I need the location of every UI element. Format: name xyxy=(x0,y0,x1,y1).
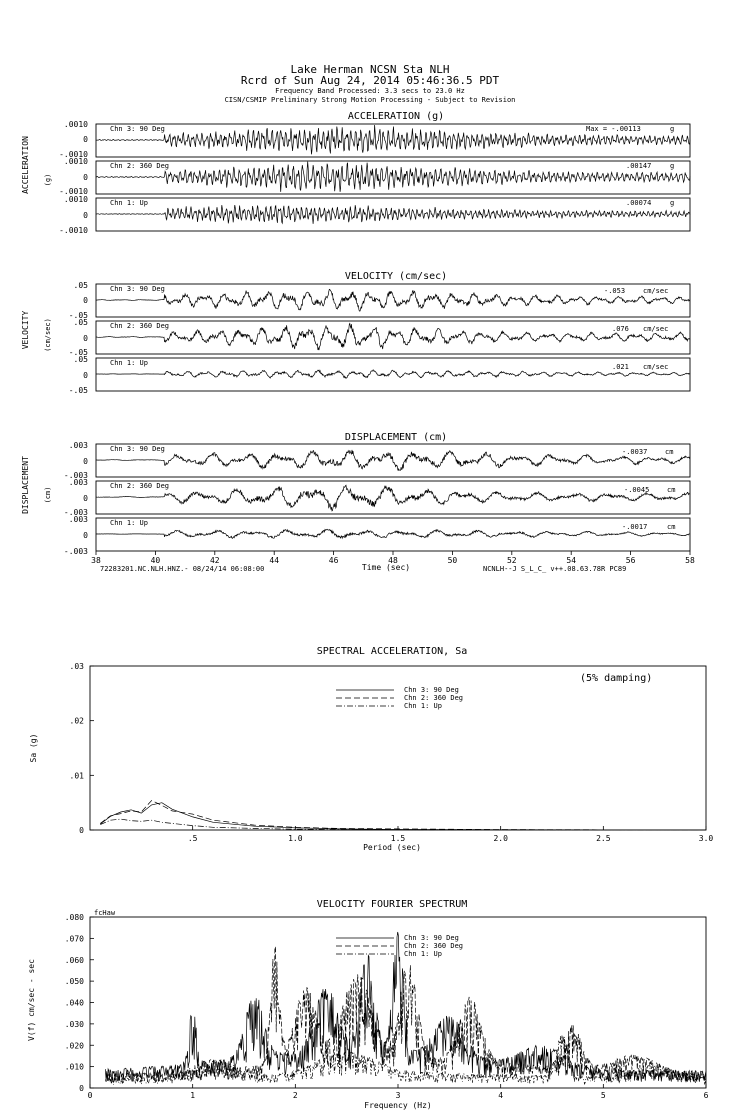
acc-chn1-tick-top: .0010 xyxy=(63,195,88,204)
acc-chn1-tick-zero: 0 xyxy=(83,211,88,220)
sa-series-0 xyxy=(100,803,706,830)
vel-chn2-tick-zero: 0 xyxy=(83,334,88,343)
vel-chn2-name: Chn 2: 360 Deg xyxy=(110,322,170,330)
vfs-frame xyxy=(90,917,706,1088)
vel-chn1-tick-top: .05 xyxy=(73,355,88,364)
disp-chn3-group xyxy=(69,441,690,477)
sa-legend xyxy=(336,686,463,710)
vfs-ylabel: V(f) cm/sec - sec xyxy=(27,959,36,1041)
vel-chn1-tick-bottom: -.05 xyxy=(68,386,88,395)
sa-ytick-label-0: .03 xyxy=(69,662,84,671)
vfs-ticks xyxy=(65,913,709,1100)
acc-chn3-tick-zero: 0 xyxy=(83,135,88,144)
vel-chn3-unit: cm/sec xyxy=(643,287,669,295)
sa-ticks xyxy=(70,662,714,843)
disp-chn2-trace xyxy=(96,485,690,511)
vfs-corner-label: fcHaw xyxy=(94,909,116,917)
vfs-legend-label-2: Chn 1: Up xyxy=(404,950,442,958)
acc-chn2-unit: g xyxy=(670,162,675,170)
vel-chn2-trace xyxy=(96,323,690,350)
acc-chn2-name: Chn 2: 360 Deg xyxy=(110,162,170,170)
sa-frame xyxy=(90,666,706,830)
vfs-ytick-label-1: .070 xyxy=(64,934,84,944)
acc-chn3-tick-top: .0010 xyxy=(63,120,88,129)
vfs-ytick-label-7: .010 xyxy=(64,1062,84,1072)
time-tick-label-1: 40 xyxy=(150,556,161,565)
time-tick-label-7: 52 xyxy=(506,556,517,565)
sa-xtick-label-5: 3.0 xyxy=(698,834,714,843)
vfs-xtick-label-4: 4 xyxy=(498,1091,504,1100)
vel-chn3-tick-zero: 0 xyxy=(83,296,88,305)
vfs-xtick-label-3: 3 xyxy=(395,1091,401,1100)
acc-chn1-trace xyxy=(96,205,690,224)
vel-chn1-peak: .021 xyxy=(612,363,629,371)
vel-chn3-tick-top: .05 xyxy=(73,281,88,290)
displacement-ylabel: DISPLACEMENT xyxy=(21,456,30,514)
acc-chn2-tick-bottom-prev: -.0010 xyxy=(59,150,88,159)
disp-chn3-tick-zero: 0 xyxy=(83,457,88,466)
time-tick-label-0: 38 xyxy=(91,556,101,565)
sa-series-2 xyxy=(100,819,706,830)
vel-chn2-peak: .076 xyxy=(612,325,629,333)
acc-chn1-tick-bottom: -.0010 xyxy=(59,226,88,235)
displacement-title: DISPLACEMENT (cm) xyxy=(344,432,448,443)
sa-ytick-label-2: .01 xyxy=(69,771,84,781)
vfs-legend-label-1: Chn 2: 360 Deg xyxy=(404,942,464,950)
disp-chn1-peak: -.0017 xyxy=(622,523,648,531)
vfs-ytick-label-4: .040 xyxy=(64,998,84,1008)
vel-chn1-unit: cm/sec xyxy=(643,363,669,371)
record-time: Rcrd of Sun Aug 24, 2014 05:46:36.5 PDT xyxy=(240,74,500,87)
disp-chn2-peak: -.0045 xyxy=(624,486,650,494)
disp-chn2-frame xyxy=(96,481,690,514)
disp-chn3-tick-top: .003 xyxy=(68,441,88,450)
vfs-xtick-label-1: 1 xyxy=(190,1091,196,1100)
disp-chn2-tick-bottom-prev: -.003 xyxy=(63,471,88,480)
disp-chn2-tick-zero: 0 xyxy=(83,494,88,503)
vfs-ytick-label-8: 0 xyxy=(79,1084,84,1093)
acc-chn2-trace xyxy=(96,162,690,192)
vfs-ytick-label-3: .050 xyxy=(64,977,84,987)
vel-chn2-unit: cm/sec xyxy=(643,325,669,333)
disp-chn1-group xyxy=(64,508,690,556)
disp-chn3-unit: cm xyxy=(665,448,674,456)
vel-chn1-tick-bottom-prev: -.05 xyxy=(68,348,88,357)
vfs-ytick-label-0: .080 xyxy=(64,913,84,922)
vel-chn2-group xyxy=(69,311,690,354)
sa-xtick-label-1: 1.0 xyxy=(288,834,303,843)
station-title: Lake Herman NCSN Sta NLH xyxy=(290,63,450,76)
sa-title: SPECTRAL ACCELERATION, Sa xyxy=(316,646,468,657)
disp-chn1-tick-bottom-prev: -.003 xyxy=(63,508,88,517)
acc-chn3-group xyxy=(64,120,690,157)
vel-chn1-name: Chn 1: Up xyxy=(110,359,148,367)
acc-chn1-tick-bottom-prev: -.0010 xyxy=(59,187,88,196)
processing-note: CISN/CSMIP Preliminary Strong Motion Processing - Subject to Revision xyxy=(224,96,516,104)
disp-chn2-name: Chn 2: 360 Deg xyxy=(110,482,170,490)
time-tick-label-2: 42 xyxy=(209,556,220,565)
time-tick-label-3: 44 xyxy=(269,556,280,565)
acc-chn3-name: Chn 3: 90 Deg xyxy=(110,125,165,133)
vfs-ytick-label-6: .020 xyxy=(64,1041,84,1051)
disp-chn1-tick-bottom: -.003 xyxy=(63,547,88,556)
disp-chn1-tick-zero: 0 xyxy=(83,531,88,540)
sa-legend-label-1: Chn 2: 360 Deg xyxy=(404,694,464,702)
sa-xtick-label-0: .5 xyxy=(187,834,198,843)
acceleration-ylabel-unit: (g) xyxy=(44,173,52,187)
sa-xlabel: Period (sec) xyxy=(363,843,421,852)
acceleration-ylabel: ACCELERATION xyxy=(21,136,30,194)
vfs-ytick-label-2: .060 xyxy=(64,955,84,965)
disp-chn1-trace xyxy=(96,529,690,538)
displacement-ylabel-unit: (cm) xyxy=(44,486,52,504)
time-tick-label-10: 58 xyxy=(685,556,695,565)
acc-chn2-peak: .00147 xyxy=(626,162,652,170)
vel-chn2-frame xyxy=(96,321,690,354)
vfs-xtick-label-2: 2 xyxy=(292,1091,298,1100)
time-tick-label-8: 54 xyxy=(566,556,577,565)
disp-chn2-tick-top: .003 xyxy=(68,478,88,487)
sa-xtick-label-4: 2.5 xyxy=(596,834,611,843)
vfs-ytick-label-5: .030 xyxy=(64,1019,84,1029)
sa-legend-label-0: Chn 3: 90 Deg xyxy=(404,686,459,694)
vel-chn3-group xyxy=(74,281,690,317)
acc-chn2-tick-zero: 0 xyxy=(83,173,88,182)
disp-chn2-unit: cm xyxy=(667,486,676,494)
vfs-xtick-label-6: 6 xyxy=(703,1091,709,1100)
sa-xtick-label-2: 1.5 xyxy=(390,834,406,843)
vel-chn3-name: Chn 3: 90 Deg xyxy=(110,285,165,293)
time-tick-label-5: 48 xyxy=(388,556,398,565)
disp-chn3-trace xyxy=(96,450,690,471)
velocity-ylabel-unit: (cm/sec) xyxy=(44,318,52,352)
velocity-title: VELOCITY (cm/sec) xyxy=(344,271,448,282)
acc-chn1-name: Chn 1: Up xyxy=(110,199,148,207)
disp-chn1-tick-top: .003 xyxy=(68,515,88,524)
vel-chn3-peak: -.053 xyxy=(604,287,626,295)
vfs-legend xyxy=(336,934,463,958)
acc-chn3-unit: g xyxy=(670,125,675,133)
disp-chn1-unit: cm xyxy=(667,523,676,531)
sa-ytick-label-1: .02 xyxy=(69,716,84,726)
disp-chn1-name: Chn 1: Up xyxy=(110,519,148,527)
vfs-xlabel: Frequency (Hz) xyxy=(364,1101,432,1110)
vfs-xtick-label-0: 0 xyxy=(87,1091,93,1100)
vel-chn2-tick-bottom-prev: -.05 xyxy=(68,311,88,320)
sa-ylabel: Sa (g) xyxy=(29,733,38,763)
time-axis-label: Time (sec) xyxy=(361,563,411,572)
footer-version: NCNLH--J S_L_C_ v++.08.63.78R PC89 xyxy=(483,565,627,573)
vfs-title: VELOCITY FOURIER SPECTRUM xyxy=(316,899,468,910)
footer-record-id: 72283201.NC.NLH.HNZ.- 08/24/14 06:08:00 xyxy=(100,565,265,573)
sa-legend-label-2: Chn 1: Up xyxy=(404,702,442,710)
vfs-legend-label-0: Chn 3: 90 Deg xyxy=(404,934,459,942)
vel-chn1-trace xyxy=(96,370,690,378)
sa-xtick-label-3: 2.0 xyxy=(493,834,508,843)
disp-chn3-name: Chn 3: 90 Deg xyxy=(110,445,165,453)
acc-chn2-tick-top: .0010 xyxy=(63,157,88,166)
vel-chn1-tick-zero: 0 xyxy=(83,371,88,380)
acc-chn1-peak: .00074 xyxy=(626,199,652,207)
time-tick-label-4: 46 xyxy=(328,556,339,565)
velocity-ylabel: VELOCITY xyxy=(21,310,30,350)
vel-chn3-trace xyxy=(96,289,690,311)
sa-ytick-label-3: 0 xyxy=(79,826,84,835)
time-tick-label-9: 56 xyxy=(625,556,636,565)
disp-chn3-peak: -.0037 xyxy=(622,448,648,456)
acc-chn3-peak: Max = -.00113 xyxy=(586,125,641,133)
acceleration-title: ACCELERATION (g) xyxy=(347,111,445,122)
time-tick-label-6: 50 xyxy=(447,556,458,565)
sa-damping: (5% damping) xyxy=(580,673,653,684)
acc-chn1-unit: g xyxy=(670,199,675,207)
vel-chn1-frame xyxy=(96,358,690,391)
vel-chn2-tick-top: .05 xyxy=(73,318,88,327)
vfs-series-1 xyxy=(105,947,706,1083)
vel-chn1-group xyxy=(69,348,690,395)
frequency-band: Frequency Band Processed: 3.3 secs to 23.0 Hz xyxy=(275,87,465,95)
vfs-xtick-label-5: 5 xyxy=(600,1091,606,1100)
disp-chn2-group xyxy=(64,471,690,514)
